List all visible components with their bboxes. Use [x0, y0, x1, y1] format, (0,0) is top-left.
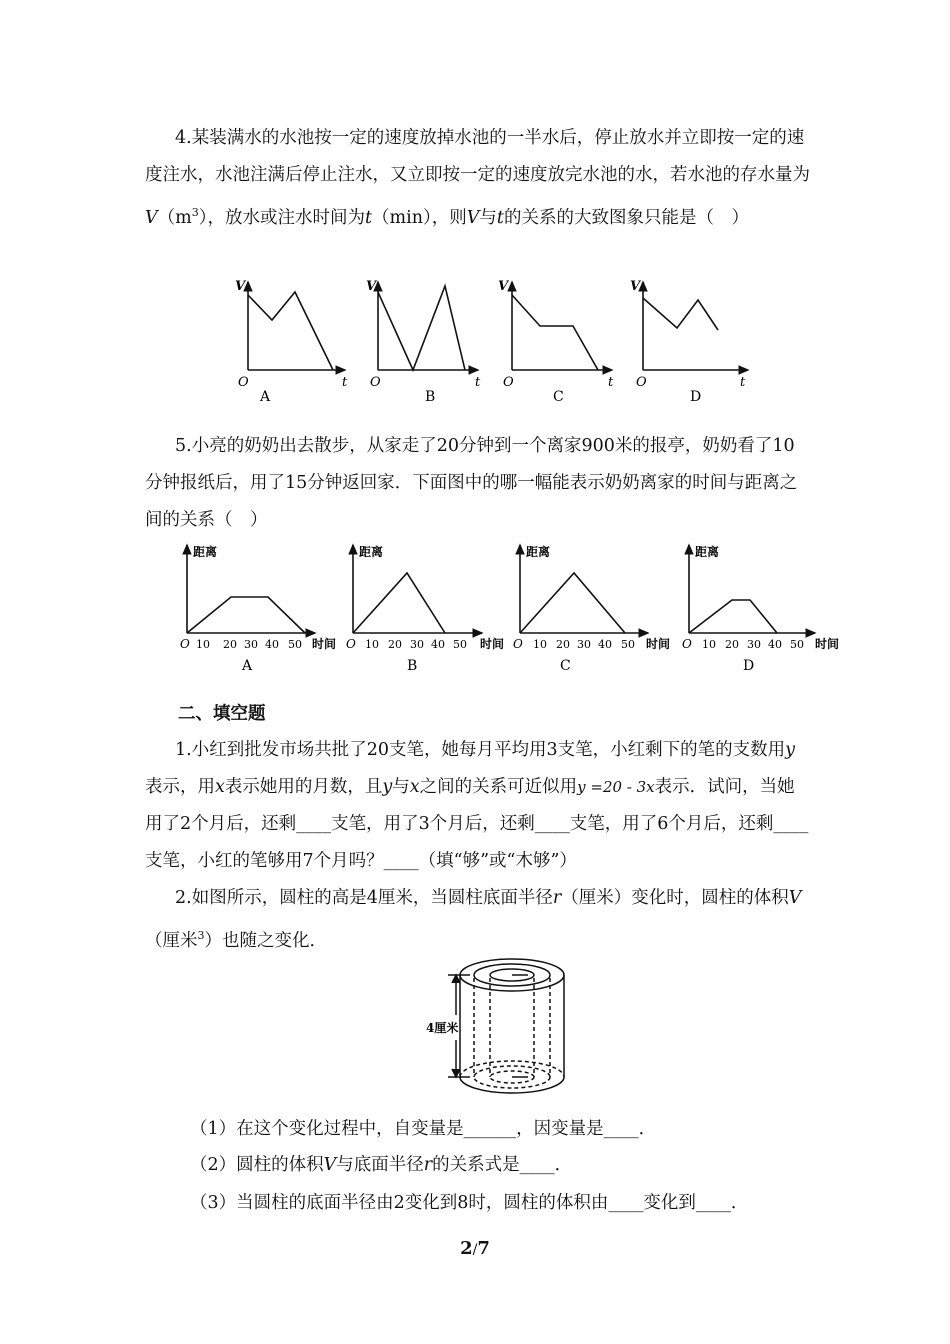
- question-5-number: 5.: [175, 436, 192, 456]
- cylinder: [448, 959, 564, 1093]
- fill-1-text-c: 表示她用的月数，且: [224, 777, 383, 797]
- fill-2-text-a: 如图所示，圆柱的高是4厘米，当圆柱底面半径: [191, 888, 553, 908]
- q5-option-d: D: [743, 658, 755, 674]
- page-sep: /: [472, 1242, 478, 1258]
- q4-option-a: A: [260, 389, 271, 405]
- question-4-text-a: 某装满水的水池按一定的速度放掉水池的一半水后，停止放水并立即按一定的速度注水，水池注满后停止注水，又立即按一定的速度放完水池的水，若水池的存水量为: [145, 128, 810, 185]
- sub-2-var-v: V: [323, 1155, 337, 1175]
- height-label: 4厘米: [426, 1021, 459, 1035]
- q4-option-c: C: [553, 389, 564, 405]
- q5-a-axis-y: 距离: [193, 545, 218, 559]
- q5-d-tick-40: 40: [768, 638, 782, 651]
- q4-b-axis-y: V: [366, 279, 377, 294]
- q5-d-tick-20: 20: [725, 638, 739, 651]
- q4-d-axis-x: t: [740, 375, 746, 390]
- fill-2-text-d: ）也随之变化．: [204, 930, 327, 951]
- question-4-text-c: ，则: [431, 207, 467, 228]
- q5-d-tick-50: 50: [790, 638, 804, 651]
- q5-option-c: C: [560, 658, 571, 674]
- q5-a-tick-30: 30: [244, 638, 258, 651]
- q5-c-axis-y: 距离: [526, 545, 551, 559]
- q5-d-axis-x: 时间: [815, 637, 840, 651]
- q4-d-origin: O: [636, 375, 647, 390]
- fill-2-text-c: （厘米: [145, 930, 198, 951]
- unit-v-exp: 3: [191, 206, 199, 219]
- page-number: [0, 1238, 950, 1259]
- q4-c-axis-x: t: [608, 375, 614, 390]
- var-x2: x: [409, 777, 420, 797]
- fill-2-exp: 3: [197, 929, 205, 942]
- q5-b-axis-x: 时间: [480, 637, 505, 651]
- q5-c-tick-20: 20: [556, 638, 570, 651]
- q5-c-origin: O: [513, 637, 523, 651]
- q4-d-axis-y: V: [630, 279, 641, 294]
- q5-d-tick-10: 10: [702, 638, 716, 651]
- sub-question-1: （1）在这个变化过程中，自变量是______，因变量是____．: [190, 1119, 657, 1139]
- q4-a-axis-x: t: [342, 375, 348, 390]
- unit-t: （min）: [372, 207, 432, 228]
- q5-a-tick-10: 10: [196, 638, 210, 651]
- q4-b-origin: O: [370, 375, 381, 390]
- q5-c-tick-50: 50: [621, 638, 635, 651]
- section-title-fill-in: 二、填空题: [178, 704, 266, 724]
- page-current: 2: [460, 1238, 473, 1259]
- var-y: y: [785, 740, 795, 760]
- fill-2-text-b: （厘米）变化时，圆柱的体积: [561, 888, 789, 908]
- unit-v: （m: [157, 207, 192, 228]
- var-v-cyl: V: [788, 888, 802, 908]
- question-4-text-e: 的关系的大致图象只能是（ ）: [503, 207, 749, 228]
- q5-c-tick-40: 40: [598, 638, 612, 651]
- q4-c-origin: O: [503, 375, 514, 390]
- q5-d-tick-30: 30: [747, 638, 761, 651]
- q5-option-b: B: [407, 658, 418, 674]
- fill-1-text-d: 与: [392, 777, 410, 797]
- q5-d-origin: O: [682, 637, 692, 651]
- q5-d-axis-y: 距离: [695, 545, 720, 559]
- question-4-number: 4.: [175, 128, 192, 148]
- fill-1-text-f: 表示．试问，当她用了2个月后，还剩____支笔，用了3个月后，还剩____支笔，用了6个月后，还剩____支笔，小红的笔够用7个月吗？____（填“够”或“木够”）: [145, 777, 809, 871]
- var-t: t: [365, 207, 373, 228]
- page-total: 7: [477, 1238, 490, 1259]
- q4-option-d: D: [690, 389, 702, 405]
- q4-a-origin: O: [238, 375, 249, 390]
- q5-b-tick-10: 10: [365, 638, 379, 651]
- sub-question-2: [190, 1150, 572, 1180]
- q5-a-axis-x: 时间: [312, 637, 337, 651]
- q5-c-tick-10: 10: [533, 638, 547, 651]
- question-5-text: 小亮的奶奶出去散步，从家走了20分钟到一个离家900米的报亭，奶奶看了10分钟报纸后，用了15分钟返回家．下面图中的哪一幅能表示奶奶离家的时间与距离之间的关系（ ）: [145, 436, 798, 530]
- fill-2-number: 2.: [175, 888, 192, 908]
- q5-a-tick-20: 20: [223, 638, 237, 651]
- fill-1-text-b: 表示，用: [145, 777, 215, 797]
- var-v: V: [145, 207, 158, 228]
- q4-b-axis-x: t: [475, 375, 481, 390]
- unit-v-close: ）: [198, 207, 208, 228]
- var-v2: V: [466, 207, 480, 228]
- question-4-text-d: 与: [479, 207, 497, 228]
- fill-1-number: 1.: [175, 740, 192, 760]
- q4-c-axis-y: V: [498, 279, 509, 294]
- q5-b-tick-50: 50: [453, 638, 467, 651]
- q5-b-tick-30: 30: [410, 638, 424, 651]
- sub-2-text-b: 与底面半径: [336, 1155, 424, 1175]
- var-y2: y: [382, 777, 393, 797]
- q5-c-tick-30: 30: [577, 638, 591, 651]
- q5-a-tick-40: 40: [265, 638, 279, 651]
- var-x: x: [215, 777, 225, 797]
- var-r: r: [552, 888, 562, 908]
- sub-2-text-a: （2）圆柱的体积: [190, 1155, 324, 1175]
- q4-a-axis-y: V: [235, 279, 246, 294]
- q5-b-axis-y: 距离: [359, 545, 384, 559]
- q5-option-a: A: [242, 658, 253, 674]
- fill-1-text-a: 小红到批发市场共批了20支笔，她每月平均用3支笔，小红剩下的笔的支数用: [191, 740, 786, 760]
- q5-c-axis-x: 时间: [646, 637, 671, 651]
- formula: y =20 - 3x: [577, 778, 655, 796]
- q5-b-tick-40: 40: [431, 638, 445, 651]
- var-t2: t: [496, 207, 504, 228]
- q5-a-origin: O: [180, 637, 190, 651]
- sub-2-text-c: 的关系式是____．: [432, 1155, 573, 1175]
- fill-1-text-e: 之间的关系可近似用: [419, 777, 578, 797]
- q5-a-tick-50: 50: [288, 638, 302, 651]
- q5-b-tick-20: 20: [388, 638, 402, 651]
- q4-option-b: B: [425, 389, 436, 405]
- sub-2-var-r: r: [423, 1155, 433, 1175]
- q5-b-origin: O: [346, 637, 356, 651]
- question-4-text-b: ，放水或注水时间为: [207, 207, 365, 228]
- sub-question-3: （3）当圆柱的底面半径由2变化到8时，圆柱的体积由____变化到____．: [190, 1193, 749, 1213]
